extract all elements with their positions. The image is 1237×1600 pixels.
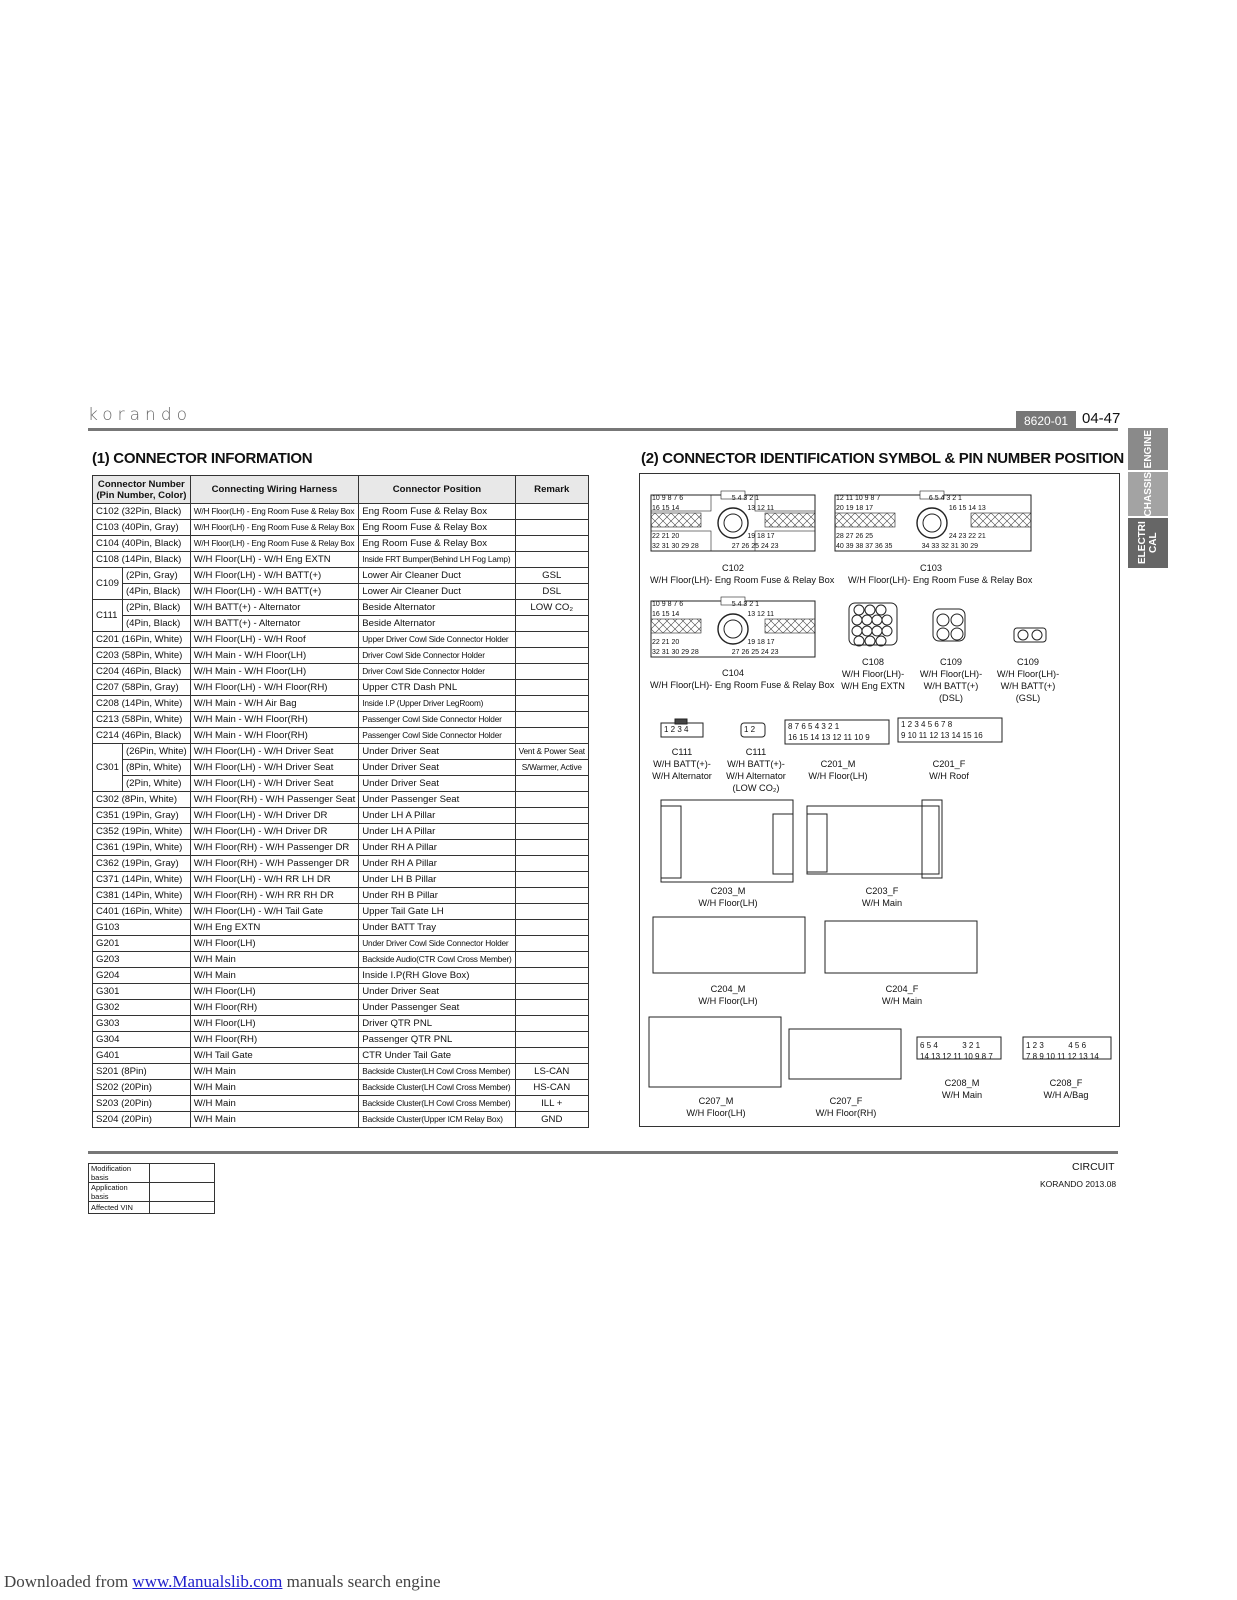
table-row	[93, 1016, 589, 1032]
merged-connector-cell: C301	[93, 744, 123, 792]
caption-c102: C102 W/H Floor(LH)- Eng Room Fuse & Relay Box	[650, 563, 835, 585]
affected-vin-label: Affected VIN	[89, 1202, 150, 1214]
remark-cell	[515, 664, 588, 680]
remark-cell: DSL	[515, 584, 588, 600]
connector-cell: G201	[93, 936, 191, 952]
c104-pins: 10 9 8 7 6 5 4 3 2 1 16 15 14 13 12 11	[652, 601, 775, 618]
remark-cell	[515, 776, 588, 792]
connector-cell: C362 (19Pin, Gray)	[93, 856, 191, 872]
harness-cell: W/H Floor(RH)	[190, 1032, 359, 1048]
col-header-position: Connector Position	[359, 476, 515, 504]
col-header-remark: Remark	[515, 476, 588, 504]
caption-c201f: C201_F W/H Roof	[929, 759, 969, 781]
c208m-pins: 6 5 4 3 2 1 14 13 12 11 10 9 8 7	[920, 1041, 993, 1061]
remark-cell	[515, 552, 588, 568]
harness-cell: W/H Main	[190, 1080, 359, 1096]
harness-cell: W/H Floor(LH) - W/H Eng EXTN	[190, 552, 359, 568]
remark-cell	[515, 648, 588, 664]
position-cell: Driver Cowl Side Connector Holder	[359, 648, 515, 664]
caption-c203m: C203_M W/H Floor(LH)	[698, 886, 758, 908]
c102-pins: 10 9 8 7 6 5 4 3 2 1 16 15 14 13 12 11	[652, 495, 775, 512]
connector-cell: C204 (46Pin, Black)	[93, 664, 191, 680]
harness-cell: W/H BATT(+) - Alternator	[190, 616, 359, 632]
position-cell: Passenger Cowl Side Connector Holder	[359, 712, 515, 728]
remark-cell	[515, 696, 588, 712]
table-row	[93, 1064, 589, 1080]
harness-cell: W/H Floor(LH)	[190, 984, 359, 1000]
connector-cell: C401 (16Pin, White)	[93, 904, 191, 920]
table-row	[93, 600, 589, 616]
table-row	[93, 824, 589, 840]
connector-cell: G401	[93, 1048, 191, 1064]
table-row	[93, 792, 589, 808]
col-header-connector: Connector Number (Pin Number, Color)	[93, 476, 191, 504]
harness-cell: W/H Floor(LH) - W/H BATT(+)	[190, 584, 359, 600]
harness-cell: W/H Main - W/H Floor(RH)	[190, 728, 359, 744]
connector-cell: C214 (46Pin, Black)	[93, 728, 191, 744]
connector-cell: G103	[93, 920, 191, 936]
c203-connector	[661, 800, 942, 882]
remark-cell	[515, 936, 588, 952]
harness-cell: W/H Floor(LH) - Eng Room Fuse & Relay Box	[190, 520, 359, 536]
position-cell: Under Driver Seat	[359, 984, 515, 1000]
position-cell: Passenger QTR PNL	[359, 1032, 515, 1048]
table-row	[93, 1048, 589, 1064]
harness-cell: W/H Main - W/H Floor(LH)	[190, 664, 359, 680]
app-basis-label: Application basis	[89, 1183, 150, 1202]
table-row	[93, 1000, 589, 1016]
caption-c111b: C111 W/H BATT(+)- W/H Alternator (LOW CO₂)	[726, 747, 786, 793]
table-row	[93, 968, 589, 984]
table-row	[93, 616, 589, 632]
caption-c207f: C207_F W/H Floor(RH)	[815, 1096, 877, 1118]
remark-cell	[515, 520, 588, 536]
remark-cell	[515, 504, 588, 520]
harness-cell: W/H Floor(LH) - Eng Room Fuse & Relay Box	[190, 504, 359, 520]
connector-cell: C213 (58Pin, White)	[93, 712, 191, 728]
remark-cell	[515, 952, 588, 968]
modification-table	[88, 1163, 215, 1214]
harness-cell: W/H Floor(LH) - W/H Driver DR	[190, 824, 359, 840]
connector-cell: G303	[93, 1016, 191, 1032]
connector-cell: G302	[93, 1000, 191, 1016]
table-row	[93, 808, 589, 824]
caption-c109-dsl: C109 W/H Floor(LH)- W/H BATT(+) (DSL)	[919, 657, 983, 703]
download-notice	[4, 1572, 441, 1592]
position-cell: Under RH A Pillar	[359, 856, 515, 872]
position-cell: Under BATT Tray	[359, 920, 515, 936]
connector-cell: C208 (14Pin, White)	[93, 696, 191, 712]
table-row	[93, 856, 589, 872]
table-row	[93, 712, 589, 728]
position-cell: Under RH B Pillar	[359, 888, 515, 904]
connector-cell: C102 (32Pin, Black)	[93, 504, 191, 520]
tab-chassis[interactable]	[1128, 472, 1168, 516]
table-row	[93, 888, 589, 904]
harness-cell: W/H BATT(+) - Alternator	[190, 600, 359, 616]
remark-cell	[515, 1000, 588, 1016]
table-row	[93, 648, 589, 664]
harness-cell: W/H Floor(LH) - Eng Room Fuse & Relay Box	[190, 536, 359, 552]
table-row	[93, 872, 589, 888]
harness-cell: W/H Floor(LH) - W/H Tail Gate	[190, 904, 359, 920]
remark-cell	[515, 824, 588, 840]
position-cell: Backside Cluster(LH Cowl Cross Member)	[359, 1064, 515, 1080]
position-cell: Driver Cowl Side Connector Holder	[359, 664, 515, 680]
table-row	[93, 728, 589, 744]
col-header-harness: Connecting Wiring Harness	[190, 476, 359, 504]
position-cell: Backside Audio(CTR Cowl Cross Member)	[359, 952, 515, 968]
connector-cell: S202 (20Pin)	[93, 1080, 191, 1096]
section1-title: (1) CONNECTOR INFORMATION	[92, 450, 313, 467]
harness-cell: W/H Floor(RH) - W/H RR RH DR	[190, 888, 359, 904]
tab-engine-label: ENGINE	[1142, 429, 1154, 469]
connector-table	[92, 475, 589, 1128]
table-row	[93, 1096, 589, 1112]
remark-cell	[515, 888, 588, 904]
harness-cell: W/H Tail Gate	[190, 1048, 359, 1064]
position-cell: Inside FRT Bumper(Behind LH Fog Lamp)	[359, 552, 515, 568]
harness-cell: W/H Main	[190, 1112, 359, 1128]
connector-cell: C104 (40Pin, Black)	[93, 536, 191, 552]
harness-cell: W/H Floor(RH) - W/H Passenger DR	[190, 840, 359, 856]
table-row	[93, 1080, 589, 1096]
caption-c204m: C204_M W/H Floor(LH)	[698, 984, 758, 1006]
connector-cell: S204 (20Pin)	[93, 1112, 191, 1128]
merged-connector-cell: C111	[93, 600, 123, 632]
remark-cell	[515, 616, 588, 632]
connector-cell: C108 (14Pin, Black)	[93, 552, 191, 568]
caption-c203f: C203_F W/H Main	[861, 886, 903, 908]
table-row	[93, 632, 589, 648]
c103-pins-lower: 28 27 26 25 24 23 22 21 40 39 38 37 36 35 34 33 32 31 30 29	[836, 533, 986, 550]
caption-c204f: C204_F W/H Main	[881, 984, 923, 1006]
position-cell: Beside Alternator	[359, 616, 515, 632]
c109-dsl-connector	[933, 609, 965, 641]
caption-c108: C108 W/H Floor(LH)- W/H Eng EXTN	[841, 657, 905, 691]
c111a-pins: 1 2 3 4	[664, 725, 689, 734]
harness-cell: W/H Floor(LH) - W/H Driver Seat	[190, 744, 359, 760]
position-cell: Upper Driver Cowl Side Connector Holder	[359, 632, 515, 648]
brand-logo: korando	[88, 405, 193, 425]
harness-cell: W/H Floor(LH) - W/H Roof	[190, 632, 359, 648]
remark-cell: GSL	[515, 568, 588, 584]
harness-cell: W/H Floor(LH) - W/H RR LH DR	[190, 872, 359, 888]
position-cell: Backside Cluster(Upper ICM Relay Box)	[359, 1112, 515, 1128]
connector-cell: (2Pin, White)	[122, 776, 190, 792]
remark-cell: S/Warmer, Active	[515, 760, 588, 776]
position-cell: Eng Room Fuse & Relay Box	[359, 520, 515, 536]
remark-cell	[515, 792, 588, 808]
harness-cell: W/H Floor(RH) - W/H Passenger Seat	[190, 792, 359, 808]
tab-electrical-label: ELECTRI CAL	[1137, 521, 1159, 565]
position-cell: Eng Room Fuse & Relay Box	[359, 536, 515, 552]
harness-cell: W/H Floor(LH) - W/H Floor(RH)	[190, 680, 359, 696]
remark-cell	[515, 904, 588, 920]
harness-cell: W/H Main - W/H Floor(LH)	[190, 648, 359, 664]
connector-cell: C103 (40Pin, Gray)	[93, 520, 191, 536]
connector-cell: (4Pin, Black)	[122, 616, 190, 632]
harness-cell: W/H Floor(RH)	[190, 1000, 359, 1016]
position-cell: Lower Air Cleaner Duct	[359, 568, 515, 584]
table-row	[93, 760, 589, 776]
table-row	[93, 696, 589, 712]
caption-c103: C103 W/H Floor(LH)- Eng Room Fuse & Relay Box	[848, 563, 1033, 585]
connector-cell: S203 (20Pin)	[93, 1096, 191, 1112]
footer-section: CIRCUIT	[1072, 1161, 1115, 1173]
remark-cell	[515, 968, 588, 984]
connector-cell: G204	[93, 968, 191, 984]
caption-c207m: C207_M W/H Floor(LH)	[686, 1096, 746, 1118]
remark-cell	[515, 984, 588, 1000]
table-row	[93, 568, 589, 584]
table-row	[93, 536, 589, 552]
connector-cell: S201 (8Pin)	[93, 1064, 191, 1080]
position-cell: Under Passenger Seat	[359, 792, 515, 808]
c109-gsl-connector	[1014, 628, 1046, 642]
connector-cell: G304	[93, 1032, 191, 1048]
remark-cell	[515, 840, 588, 856]
table-row	[93, 664, 589, 680]
section2-title: (2) CONNECTOR IDENTIFICATION SYMBOL & PIN NUMBER POSITION	[641, 450, 1124, 467]
manualslib-link[interactable]: www.Manualslib.com	[132, 1572, 283, 1591]
tab-electrical[interactable]	[1128, 518, 1168, 568]
position-cell: Under Driver Seat	[359, 760, 515, 776]
harness-cell: W/H Main - W/H Floor(RH)	[190, 712, 359, 728]
remark-cell	[515, 632, 588, 648]
table-row	[93, 744, 589, 760]
c208f-pins: 1 2 3 4 5 6 7 8 9 10 11 12 13 14	[1026, 1041, 1099, 1061]
table-row	[93, 840, 589, 856]
remark-cell	[515, 680, 588, 696]
table-row	[93, 936, 589, 952]
position-cell: CTR Under Tail Gate	[359, 1048, 515, 1064]
position-cell: Passenger Cowl Side Connector Holder	[359, 728, 515, 744]
doc-code: 8620-01	[1016, 411, 1076, 431]
connector-cell: (4Pin, Black)	[122, 584, 190, 600]
harness-cell: W/H Main	[190, 1064, 359, 1080]
connector-cell: C203 (58Pin, White)	[93, 648, 191, 664]
position-cell: Inside I.P (Upper Driver LegRoom)	[359, 696, 515, 712]
footer-edition: KORANDO 2013.08	[1040, 1179, 1117, 1189]
harness-cell: W/H Floor(LH) - W/H Driver DR	[190, 808, 359, 824]
connector-cell: (2Pin, Black)	[122, 600, 190, 616]
remark-cell: HS-CAN	[515, 1080, 588, 1096]
c102-pins-lower: 22 21 20 19 18 17 32 31 30 29 28 27 26 25 24 23	[652, 533, 779, 550]
harness-cell: W/H Main	[190, 952, 359, 968]
table-row	[93, 920, 589, 936]
remark-cell: LS-CAN	[515, 1064, 588, 1080]
connector-cell: C201 (16Pin, White)	[93, 632, 191, 648]
footer-divider	[88, 1151, 1118, 1154]
c108-connector	[849, 603, 897, 646]
harness-cell: W/H Main - W/H Air Bag	[190, 696, 359, 712]
connector-cell: C361 (19Pin, White)	[93, 840, 191, 856]
c204-connector	[653, 917, 977, 973]
table-row	[93, 504, 589, 520]
position-cell: Under LH B Pillar	[359, 872, 515, 888]
connector-cell: G301	[93, 984, 191, 1000]
remark-cell: LOW CO₂	[515, 600, 588, 616]
caption-c109-gsl: C109 W/H Floor(LH)- W/H BATT(+) (GSL)	[996, 657, 1060, 703]
table-row	[93, 904, 589, 920]
position-cell: Under RH A Pillar	[359, 840, 515, 856]
remark-cell	[515, 536, 588, 552]
position-cell: Backside Cluster(LH Cowl Cross Member)	[359, 1096, 515, 1112]
merged-connector-cell: C109	[93, 568, 123, 600]
position-cell: Under Driver Seat	[359, 776, 515, 792]
remark-cell	[515, 1048, 588, 1064]
position-cell: Under LH A Pillar	[359, 808, 515, 824]
remark-cell: GND	[515, 1112, 588, 1128]
position-cell: Beside Alternator	[359, 600, 515, 616]
position-cell: Eng Room Fuse & Relay Box	[359, 504, 515, 520]
tab-chassis-label: CHASSIS	[1142, 471, 1154, 517]
connector-cell: (8Pin, White)	[122, 760, 190, 776]
connector-cell: C381 (14Pin, White)	[93, 888, 191, 904]
table-row	[93, 584, 589, 600]
mod-basis-label: Modification basis	[89, 1164, 150, 1183]
page-number: 04-47	[1082, 410, 1121, 427]
remark-cell	[515, 712, 588, 728]
position-cell: Under LH A Pillar	[359, 824, 515, 840]
table-row	[93, 952, 589, 968]
c104-pins-lower: 22 21 20 19 18 17 32 31 30 29 28 27 26 25 24 23	[652, 639, 779, 656]
position-cell: Under Passenger Seat	[359, 1000, 515, 1016]
table-row	[93, 1032, 589, 1048]
header-divider	[88, 428, 1118, 431]
table-row	[93, 552, 589, 568]
caption-c111a: C111 W/H BATT(+)- W/H Alternator	[652, 747, 712, 781]
harness-cell: W/H Eng EXTN	[190, 920, 359, 936]
position-cell: Driver QTR PNL	[359, 1016, 515, 1032]
caption-c201m: C201_M W/H Floor(LH)	[808, 759, 868, 781]
harness-cell: W/H Floor(LH)	[190, 1016, 359, 1032]
caption-c104: C104 W/H Floor(LH)- Eng Room Fuse & Relay Box	[650, 668, 835, 690]
harness-cell: W/H Floor(LH) - W/H BATT(+)	[190, 568, 359, 584]
table-row	[93, 520, 589, 536]
c201f-pins: 1 2 3 4 5 6 7 8 9 10 11 12 13 14 15 16	[901, 720, 983, 740]
c111b-pins: 1 2	[744, 725, 756, 734]
remark-cell	[515, 872, 588, 888]
caption-c208m: C208_M W/H Main	[941, 1078, 983, 1100]
table-row	[93, 1112, 589, 1128]
c103-pins: 12 11 10 9 8 7 6 5 4 3 2 1 20 19 18 17 16 15 14 13	[836, 495, 986, 512]
harness-cell: W/H Floor(RH) - W/H Passenger DR	[190, 856, 359, 872]
remark-cell: ILL +	[515, 1096, 588, 1112]
connector-cell: C351 (19Pin, Gray)	[93, 808, 191, 824]
position-cell: Backside Cluster(LH Cowl Cross Member)	[359, 1080, 515, 1096]
position-cell: Inside I.P(RH Glove Box)	[359, 968, 515, 984]
caption-c208f: C208_F W/H A/Bag	[1043, 1078, 1089, 1100]
position-cell: Upper Tail Gate LH	[359, 904, 515, 920]
harness-cell: W/H Floor(LH) - W/H Driver Seat	[190, 760, 359, 776]
position-cell: Under Driver Cowl Side Connector Holder	[359, 936, 515, 952]
connector-cell: C302 (8Pin, White)	[93, 792, 191, 808]
connector-cell: C371 (14Pin, White)	[93, 872, 191, 888]
harness-cell: W/H Floor(LH)	[190, 936, 359, 952]
c201m-pins: 8 7 6 5 4 3 2 1 16 15 14 13 12 11 10 9	[788, 722, 870, 742]
download-suffix: manuals search engine	[282, 1572, 441, 1591]
harness-cell: W/H Main	[190, 1096, 359, 1112]
position-cell: Upper CTR Dash PNL	[359, 680, 515, 696]
tab-engine[interactable]	[1128, 428, 1168, 470]
remark-cell	[515, 856, 588, 872]
position-cell: Lower Air Cleaner Duct	[359, 584, 515, 600]
download-prefix: Downloaded from	[4, 1572, 133, 1591]
table-row	[93, 984, 589, 1000]
remark-cell	[515, 728, 588, 744]
harness-cell: W/H Main	[190, 968, 359, 984]
remark-cell	[515, 1016, 588, 1032]
position-cell: Under Driver Seat	[359, 744, 515, 760]
table-row	[93, 776, 589, 792]
remark-cell	[515, 1032, 588, 1048]
remark-cell	[515, 920, 588, 936]
harness-cell: W/H Floor(LH) - W/H Driver Seat	[190, 776, 359, 792]
table-row	[93, 680, 589, 696]
connector-cell: C352 (19Pin, White)	[93, 824, 191, 840]
connector-cell: G203	[93, 952, 191, 968]
connector-cell: (26Pin, White)	[122, 744, 190, 760]
remark-cell: Vent & Power Seat	[515, 744, 588, 760]
connector-cell: (2Pin, Gray)	[122, 568, 190, 584]
remark-cell	[515, 808, 588, 824]
connector-cell: C207 (58Pin, Gray)	[93, 680, 191, 696]
